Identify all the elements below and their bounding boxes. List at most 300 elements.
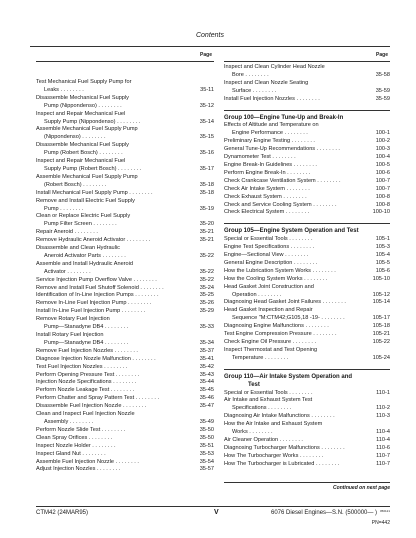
- dot-leader: . . . . . . . .: [131, 276, 157, 283]
- toc-entry-page: 35-58: [375, 71, 390, 78]
- dot-leader: . . . . . . . .: [309, 413, 335, 420]
- toc-entry: [224, 276, 390, 284]
- toc-entry-page: 110-4: [376, 429, 390, 436]
- toc-entry-title: Perform Chatter and Spray Pattern Test . . . . . . . .: [36, 395, 160, 402]
- dot-leader: . . . . . . . .: [289, 244, 315, 251]
- toc-entry-title: Inspect and Repair Mechanical Fuel: [36, 110, 126, 117]
- toc-entry-title-cont: Activator . . . . . . . .: [44, 268, 91, 275]
- toc-entry-page: 35-43: [199, 371, 214, 378]
- toc-entry: [224, 146, 390, 154]
- toc-entry: [224, 323, 390, 331]
- toc-entry-title: Install Rotary Fuel Injection: [36, 332, 104, 338]
- toc-entry: [36, 372, 214, 380]
- toc-entry-title: How the Cooling System Works . . . . . . . .: [224, 275, 328, 282]
- toc-entry-page: 35-54: [199, 458, 214, 465]
- toc-entry-title: Check Engine Oil Pressure . . . . . . . .: [224, 339, 317, 345]
- toc-entry-title: Identification of In-Line Injection Pumps . . . . . . . .: [36, 292, 159, 299]
- toc-entry-page: 35-42: [199, 363, 214, 370]
- footer-doc-id: CTM42 (24MAR95): [36, 510, 89, 516]
- toc-entry-page: 35-14: [199, 118, 214, 125]
- dot-leader: . . . . . . . .: [314, 460, 340, 467]
- toc-entry: [224, 186, 390, 194]
- toc-entry-title-cont: Supply Pump (Robert Bosch) . . . . . . . .: [44, 165, 142, 172]
- toc-entry-title-cont: Pump (Robert Bosch) . . . . . . . .: [44, 150, 123, 157]
- toc-entry: [36, 111, 214, 127]
- group-divider: [224, 369, 390, 370]
- dot-leader: . . . . . . . .: [113, 347, 138, 354]
- right-column: [224, 52, 390, 469]
- page-footer: [36, 506, 390, 526]
- dot-leader: . . . . . . . .: [315, 177, 341, 184]
- toc-entry: [36, 395, 214, 403]
- toc-entry-page: 35-11: [200, 86, 214, 93]
- toc-entry: [224, 64, 390, 80]
- toc-entry-title: Disassemble and Clean Hydraulic: [36, 245, 120, 252]
- dot-leader: . . . . . . . .: [270, 154, 296, 161]
- dot-leader: . . . . . . . .: [121, 403, 147, 410]
- toc-entry: [224, 453, 390, 461]
- toc-entry: [36, 308, 214, 316]
- toc-entry: [224, 461, 390, 469]
- toc-entry: [224, 170, 390, 178]
- toc-entry: [36, 237, 214, 245]
- toc-entry: [224, 445, 390, 453]
- left-toc-list: [36, 79, 214, 474]
- toc-entry-page: 35-59: [375, 95, 390, 102]
- toc-entry-title: Diagnosing Air Intake Malfunctions . . . . . . . .: [224, 413, 335, 420]
- toc-entry: [36, 348, 214, 356]
- toc-entry-title: General Engine Description . . . . . . . .: [224, 259, 318, 266]
- toc-entry-page: 35-57: [199, 466, 214, 473]
- dot-leader: . . . . . . . .: [58, 205, 84, 212]
- dot-leader: . . . . . . . .: [310, 267, 336, 274]
- toc-entry-page: 110-4: [376, 436, 390, 443]
- dot-leader: . . . . . . . .: [125, 237, 151, 244]
- toc-entry: [224, 138, 390, 146]
- dot-leader: . . . . . . . .: [81, 181, 107, 188]
- dot-leader: . . . . . . . .: [103, 324, 129, 331]
- toc-entry: [224, 80, 390, 96]
- toc-entry-title: Assemble Fuel Injection Nozzle . . . . . . . .: [36, 458, 139, 465]
- toc-entry: [224, 390, 390, 398]
- toc-entry-title: Install Fuel Injection Nozzles . . . . . . . .: [224, 95, 320, 102]
- dot-leader: . . . . . . . .: [319, 315, 345, 322]
- toc-entry-page: 100-8: [375, 193, 390, 200]
- toc-entry: [36, 285, 214, 293]
- toc-entry-page: 105-17: [372, 315, 390, 322]
- toc-entry-page: 35-45: [199, 387, 214, 394]
- toc-entry: [36, 300, 214, 308]
- group-heading: [224, 115, 390, 123]
- toc-entry: [224, 284, 390, 300]
- toc-entry: [224, 252, 390, 260]
- toc-entry: [36, 332, 214, 348]
- toc-entry-page: 105-21: [372, 331, 390, 338]
- toc-entry: [224, 437, 390, 445]
- toc-entry-title: Disassemble Mechanical Fuel Supply: [36, 94, 129, 101]
- toc-entry-title: Test Mechanical Fuel Supply Pump for: [36, 79, 132, 85]
- dot-leader: . . . . . . . .: [133, 292, 159, 299]
- toc-entry-title: Air Cleaner Operation . . . . . . . .: [224, 436, 303, 443]
- toc-entry-title-cont: Operation . . . . . . . .: [232, 291, 282, 298]
- toc-entry-title: Inspect and Repair Mechanical Fuel: [36, 158, 126, 165]
- toc-entry-page: 35-20: [199, 221, 214, 228]
- toc-entry-title: Clean Spray Orifices . . . . . . . .: [36, 434, 113, 441]
- dot-leader: . . . . . . . .: [311, 201, 337, 208]
- toc-entry-title: Dynamometer Test . . . . . . . .: [224, 154, 296, 161]
- toc-entry: [36, 387, 214, 395]
- group-divider: [224, 110, 390, 111]
- dot-leader: . . . . . . . .: [134, 395, 160, 402]
- toc-entry-page: 110-2: [376, 405, 390, 412]
- toc-entry: [224, 268, 390, 276]
- dot-leader: . . . . . . . .: [130, 355, 156, 362]
- toc-entry-title: Check Air Intake System . . . . . . . .: [224, 185, 310, 192]
- toc-entry: [36, 190, 214, 198]
- dot-leader: . . . . . . . .: [247, 429, 273, 436]
- toc-entry: [36, 316, 214, 332]
- toc-entry-page: 35-41: [199, 355, 214, 362]
- toc-entry-page: 35-53: [199, 450, 214, 457]
- toc-entry-title: Service Injection Pump Overflow Valve . . . . . . . .: [36, 276, 157, 283]
- toc-entry-title: Remove and Install Electric Fuel Supply: [36, 197, 135, 204]
- toc-entry-title: How the Lubrication System Works . . . . . . . .: [224, 267, 336, 274]
- dot-leader: . . . . . . . .: [290, 138, 315, 145]
- dot-leader: . . . . . . . .: [278, 436, 303, 443]
- toc-entry-title: Disassemble Fuel Injection Nozzle . . . . . . . .: [36, 403, 147, 410]
- toc-entry-page: 110-3: [376, 413, 390, 420]
- dot-leader: . . . . . . . .: [263, 354, 289, 361]
- toc-entry: [36, 459, 214, 467]
- dot-leader: . . . . . . . .: [287, 389, 313, 396]
- toc-entry-title-cont: (Robert Bosch) . . . . . . . .: [44, 181, 107, 188]
- toc-entry-title: Check and Service Cooling System . . . . . . . .: [224, 201, 337, 208]
- toc-entry: [224, 347, 390, 363]
- dot-leader: . . . . . . . .: [285, 169, 311, 176]
- toc-entry-title: Check Crankcase Ventilation System . . . . . . . .: [224, 177, 341, 184]
- toc-entry: [224, 339, 390, 347]
- dot-leader: . . . . . . . .: [87, 434, 113, 441]
- dot-leader: . . . . . . . .: [256, 291, 282, 298]
- group-heading-line: Group 100—Engine Tune-Up and Break-In: [224, 114, 344, 121]
- toc-entry-title: Engine Break-In Guidelines . . . . . . . .: [224, 161, 317, 168]
- toc-entry: [224, 154, 390, 162]
- toc-entry: [224, 299, 390, 307]
- dot-leader: . . . . . . . .: [114, 371, 140, 378]
- toc-entry-page: 35-19: [199, 205, 214, 212]
- dot-leader: . . . . . . . .: [120, 308, 146, 315]
- toc-entry-page: 100-10: [372, 209, 390, 216]
- toc-entry-title-cont: Pump—Stanadyne DB4 . . . . . . . .: [44, 339, 129, 346]
- toc-entry-title: Head Gasket Inspection and Repair: [224, 307, 313, 314]
- toc-entry-title: Remove and Install Fuel Shutoff Solenoid . . . . . . . .: [36, 284, 164, 291]
- toc-entry: [224, 331, 390, 339]
- dot-leader: . . . . . . . .: [294, 95, 320, 102]
- toc-entry: [224, 397, 390, 413]
- toc-entry-title-cont: (Nippondenso) . . . . . . . .: [44, 134, 106, 141]
- toc-entry-title: Effects of Altitude and Temperature on: [224, 122, 319, 129]
- dot-leader: . . . . . . . .: [116, 165, 142, 172]
- group-heading: [224, 228, 390, 236]
- toc-entry-page: 35-22: [199, 268, 214, 275]
- dot-leader: . . . . . . . .: [111, 379, 137, 386]
- toc-entry-title: Assemble Mechanical Fuel Supply Pump: [36, 173, 138, 180]
- dot-leader: . . . . . . . .: [266, 405, 292, 412]
- toc-entry-page: 35-17: [199, 165, 214, 172]
- toc-entry-title-cont: Works . . . . . . . .: [232, 429, 273, 436]
- toc-entry-title: Disassemble Mechanical Fuel Supply: [36, 142, 129, 149]
- toc-entry-title: Inspect and Clean Cylinder Head Nozzle: [224, 64, 325, 70]
- toc-entry: [224, 244, 390, 252]
- dot-leader: . . . . . . . .: [127, 189, 153, 196]
- toc-entry-page: 35-16: [199, 150, 214, 157]
- toc-entry: [36, 126, 214, 142]
- toc-entry-page: 35-18: [199, 189, 214, 196]
- toc-entry: [36, 277, 214, 285]
- toc-entry: [224, 421, 390, 437]
- toc-entry: [36, 364, 214, 372]
- toc-entry: [36, 229, 214, 237]
- toc-entry-page: 105-5: [375, 259, 390, 266]
- toc-entry-page: 35-21: [199, 229, 214, 236]
- dot-leader: . . . . . . . .: [109, 387, 135, 394]
- toc-entry-title: Inspect Gland Nut . . . . . . . .: [36, 450, 106, 457]
- dot-leader: . . . . . . . .: [321, 299, 346, 306]
- footer-page-number: PN=442: [371, 520, 390, 526]
- toc-entry: [36, 142, 214, 158]
- toc-entry-page: 100-3: [375, 146, 390, 153]
- toc-entry-title: Install Mechanical Fuel Supply Pump . . . . . . . .: [36, 189, 153, 196]
- toc-entry-title: Injection Nozzle Specifications . . . . . . . .: [36, 379, 137, 386]
- dot-leader: . . . . . . . .: [95, 466, 121, 473]
- toc-entry-page: 35-50: [199, 426, 214, 433]
- toc-entry-page: 35-51: [199, 442, 214, 449]
- dot-leader: . . . . . . . .: [138, 284, 164, 291]
- footer-product: 6076 Diesel Engines—S.N. (500000— ): [271, 510, 378, 516]
- toc-entry-title: How The Turbocharger is Lubricated . . . . . . . .: [224, 460, 340, 467]
- toc-entry-page: 35-47: [199, 403, 214, 410]
- toc-entry-title: Special or Essential Tools . . . . . . . .: [224, 389, 313, 396]
- toc-entry: [224, 307, 390, 323]
- left-column-heading: Page: [36, 52, 214, 62]
- toc-entry: [36, 411, 214, 427]
- toc-entry-page: 100-1: [375, 130, 390, 137]
- toc-entry-page: 105-14: [372, 299, 390, 306]
- dot-leader: . . . . . . . .: [284, 185, 310, 192]
- toc-entry-title: Check Exhaust System . . . . . . . .: [224, 193, 307, 200]
- toc-entry-title-cont: Assembly . . . . . . . .: [44, 418, 94, 425]
- toc-entry-page: 100-6: [375, 169, 390, 176]
- toc-entry-title: Special or Essential Tools . . . . . . . .: [224, 236, 313, 243]
- toc-entry-page: 35-22: [199, 252, 214, 259]
- toc-entry-title: Remove Fuel Injection Nozzles . . . . . . . .: [36, 347, 138, 354]
- toc-entry: [36, 403, 214, 411]
- toc-entry-title: Remove In-Line Fuel Injection Pump . . . . . . . .: [36, 300, 152, 307]
- dot-leader: . . . . . . . .: [243, 71, 269, 78]
- footer-code: 050121: [379, 509, 390, 513]
- toc-entry-title: How The Turbocharger Works . . . . . . . .: [224, 452, 324, 459]
- toc-entry: [36, 261, 214, 277]
- toc-entry-page: 35-21: [199, 237, 214, 244]
- toc-entry: [36, 174, 214, 190]
- toc-entry: [36, 379, 214, 387]
- toc-entry-title-cont: Temperature . . . . . . . .: [232, 354, 289, 361]
- toc-entry-title: General Tune-Up Recommendations . . . . . . . .: [224, 146, 340, 153]
- dot-leader: . . . . . . . .: [284, 209, 310, 216]
- toc-entry-title-cont: Pump Filter Screen . . . . . . . .: [44, 221, 117, 228]
- toc-entry-title: Repair Aneroid . . . . . . . .: [36, 229, 98, 236]
- toc-entry-title: Engine Test Specifications . . . . . . . .: [224, 244, 315, 251]
- toc-entry-page: 105-24: [372, 354, 390, 361]
- toc-entry-page: 35-29: [199, 308, 214, 315]
- dot-leader: . . . . . . . .: [100, 426, 126, 433]
- toc-entry-page: 35-46: [199, 395, 214, 402]
- toc-entry-page: 35-15: [199, 134, 214, 141]
- dot-leader: . . . . . . . .: [80, 134, 106, 141]
- toc-entry-title: Head Gasket Joint Construction and: [224, 283, 314, 290]
- dot-leader: . . . . . . . .: [103, 339, 129, 346]
- toc-entry-page: 35-37: [199, 347, 214, 354]
- toc-entry-page: 105-6: [375, 267, 390, 274]
- group-heading-line: Group 110—Air Intake System Operation and: [224, 373, 353, 380]
- dot-leader: . . . . . . . .: [100, 252, 126, 259]
- header-bar: [30, 28, 390, 47]
- right-toc-list: [224, 64, 390, 469]
- toc-entry-title-cont: Surface . . . . . . . .: [232, 87, 277, 94]
- toc-entry-title: Remove Hydraulic Aneroid Activator . . . . . . . .: [36, 237, 151, 244]
- toc-entry-title: Remove Rotary Fuel Injection: [36, 316, 110, 323]
- right-column-heading: Page: [224, 52, 390, 62]
- dot-leader: . . . . . . . .: [91, 221, 117, 228]
- dot-leader: . . . . . . . .: [311, 331, 337, 338]
- toc-entry-title: Clean or Replace Electric Fuel Supply: [36, 213, 131, 220]
- toc-entry-title: Inspect and Clean Nozzle Seating: [224, 79, 309, 86]
- toc-entry-title: Install In-Line Fuel Injection Pump . . . . . . . .: [36, 308, 146, 315]
- toc-entry-title: Diagnosing Engine Malfunctions . . . . . . . .: [224, 323, 329, 330]
- toc-entry-page: 105-1: [375, 236, 390, 243]
- toc-entry: [36, 356, 214, 364]
- toc-entry-title: Test Engine Compression Pressure . . . . . . . .: [224, 331, 337, 338]
- toc-entry: [36, 443, 214, 451]
- toc-entry-page: 35-34: [199, 339, 214, 346]
- toc-entry-title: Assemble and Install Hydraulic Aneroid: [36, 260, 134, 267]
- toc-entry-page: 105-3: [375, 244, 390, 251]
- group-heading: [224, 374, 390, 390]
- dot-leader: . . . . . . . .: [287, 236, 313, 243]
- toc-entry-title-cont: Supply Pump (Nippondenso) . . . . . . . .: [44, 118, 141, 125]
- toc-entry-title: Perform Engine Break-In . . . . . . . .: [224, 169, 311, 176]
- toc-entry: [36, 427, 214, 435]
- toc-entry: [224, 202, 390, 210]
- toc-entry: [224, 96, 390, 104]
- toc-entry: [36, 158, 214, 174]
- dot-leader: . . . . . . . .: [97, 150, 123, 157]
- toc-entry-page: 105-4: [375, 252, 390, 259]
- toc-entry: [36, 198, 214, 214]
- toc-entry-title: Adjust Injection Nozzles . . . . . . . .: [36, 466, 121, 473]
- toc-entry-title: Preliminary Engine Testing . . . . . . . .: [224, 138, 315, 145]
- toc-entry: [224, 194, 390, 202]
- dot-leader: . . . . . . . .: [126, 300, 152, 307]
- toc-entry-page: 110-7: [376, 452, 390, 459]
- toc-entry-page: 100-4: [375, 154, 390, 161]
- dot-leader: . . . . . . . .: [291, 339, 317, 345]
- dot-leader: . . . . . . . .: [58, 86, 84, 93]
- toc-entry-page: 35-59: [375, 87, 390, 94]
- toc-entry: [36, 292, 214, 300]
- toc-entry-title: Perform Opening Pressure Test . . . . . . . .: [36, 371, 140, 378]
- dot-leader: . . . . . . . .: [303, 323, 329, 330]
- toc-entry-title-cont: Aneroid Activator Parts . . . . . . . .: [44, 252, 126, 259]
- dot-leader: . . . . . . . .: [90, 442, 116, 449]
- dot-leader: . . . . . . . .: [115, 118, 141, 125]
- toc-entry-page: 35-33: [199, 324, 214, 331]
- toc-entry: [36, 435, 214, 443]
- toc-entry-title: Diagnose Injection Nozzle Malfunction . . . . . . . .: [36, 355, 156, 362]
- toc-entry-title-cont: Pump . . . . . . . .: [44, 205, 84, 212]
- toc-entry-title: Clean and Inspect Fuel Injection Nozzle: [36, 411, 135, 418]
- toc-entry-page: 105-18: [372, 323, 390, 330]
- toc-entry-title-cont: Specifications . . . . . . . .: [232, 405, 292, 412]
- toc-entry-title: Check Electrical System . . . . . . . .: [224, 209, 310, 216]
- toc-entry-page: 110-6: [376, 444, 390, 451]
- toc-entry-title-cont: Leaks . . . . . . . .: [44, 86, 84, 93]
- toc-entry-title: Air Intake and Exhaust System Test: [224, 397, 313, 404]
- toc-entry: [36, 466, 214, 474]
- dot-leader: . . . . . . . .: [114, 458, 139, 465]
- toc-entry: [224, 209, 390, 217]
- footer-section: V: [214, 509, 219, 516]
- toc-entry: [224, 413, 390, 421]
- toc-entry: [224, 236, 390, 244]
- toc-entry-title: Perform Nozzle Slide Test . . . . . . . .: [36, 426, 126, 433]
- toc-entry-page: 100-5: [375, 161, 390, 168]
- toc-entry-page: 35-18: [199, 181, 214, 188]
- dot-leader: . . . . . . . .: [292, 259, 318, 266]
- group-heading-line: Test: [248, 381, 260, 388]
- toc-entry-title: Inspect Nozzle Holder . . . . . . . .: [36, 442, 116, 449]
- toc-entry-page: 35-12: [199, 102, 214, 109]
- toc-entry-page: 105-10: [372, 275, 390, 282]
- dot-leader: . . . . . . . .: [102, 363, 128, 370]
- toc-entry-page: 35-50: [199, 434, 214, 441]
- toc-entry-page: 100-8: [375, 201, 390, 208]
- toc-entry-page: 35-26: [199, 300, 214, 307]
- dot-leader: . . . . . . . .: [292, 161, 317, 168]
- toc-entry-page: 100-7: [375, 177, 390, 184]
- toc-entry-title: Diagnosing Head Gasket Joint Failures . . . . . . . .: [224, 299, 346, 306]
- toc-entry: [36, 451, 214, 459]
- toc-entry-title: Assemble Mechanical Fuel Supply Pump: [36, 126, 138, 133]
- toc-entry-page: 35-24: [199, 284, 214, 291]
- toc-entry-page: 110-7: [376, 460, 390, 467]
- toc-entry-page: 105-12: [372, 291, 390, 298]
- toc-entry-page: 105-22: [372, 339, 390, 345]
- toc-entry: [36, 213, 214, 229]
- continued-note: Continued on next page: [224, 482, 390, 491]
- toc-entry-title: Engine—Sectional View . . . . . . . .: [224, 252, 309, 259]
- toc-entry-title-cont: Sequence "M:CTM42;G105,18 -19- . . . . . . . .: [232, 315, 345, 322]
- dot-leader: . . . . . . . .: [80, 450, 106, 457]
- toc-entry-title: Diagnosing Turbocharger Malfunctions . . . . . . . .: [224, 444, 345, 451]
- dot-leader: . . . . . . . .: [302, 275, 328, 282]
- dot-leader: . . . . . . . .: [68, 418, 94, 425]
- toc-entry-title: Inspect Thermostat and Test Opening: [224, 346, 318, 353]
- dot-leader: . . . . . . . .: [315, 146, 340, 153]
- toc-entry-page: 35-22: [199, 276, 214, 283]
- dot-leader: . . . . . . . .: [251, 87, 277, 94]
- toc-entry-title: Perform Nozzle Leakage Test . . . . . . . .: [36, 387, 135, 394]
